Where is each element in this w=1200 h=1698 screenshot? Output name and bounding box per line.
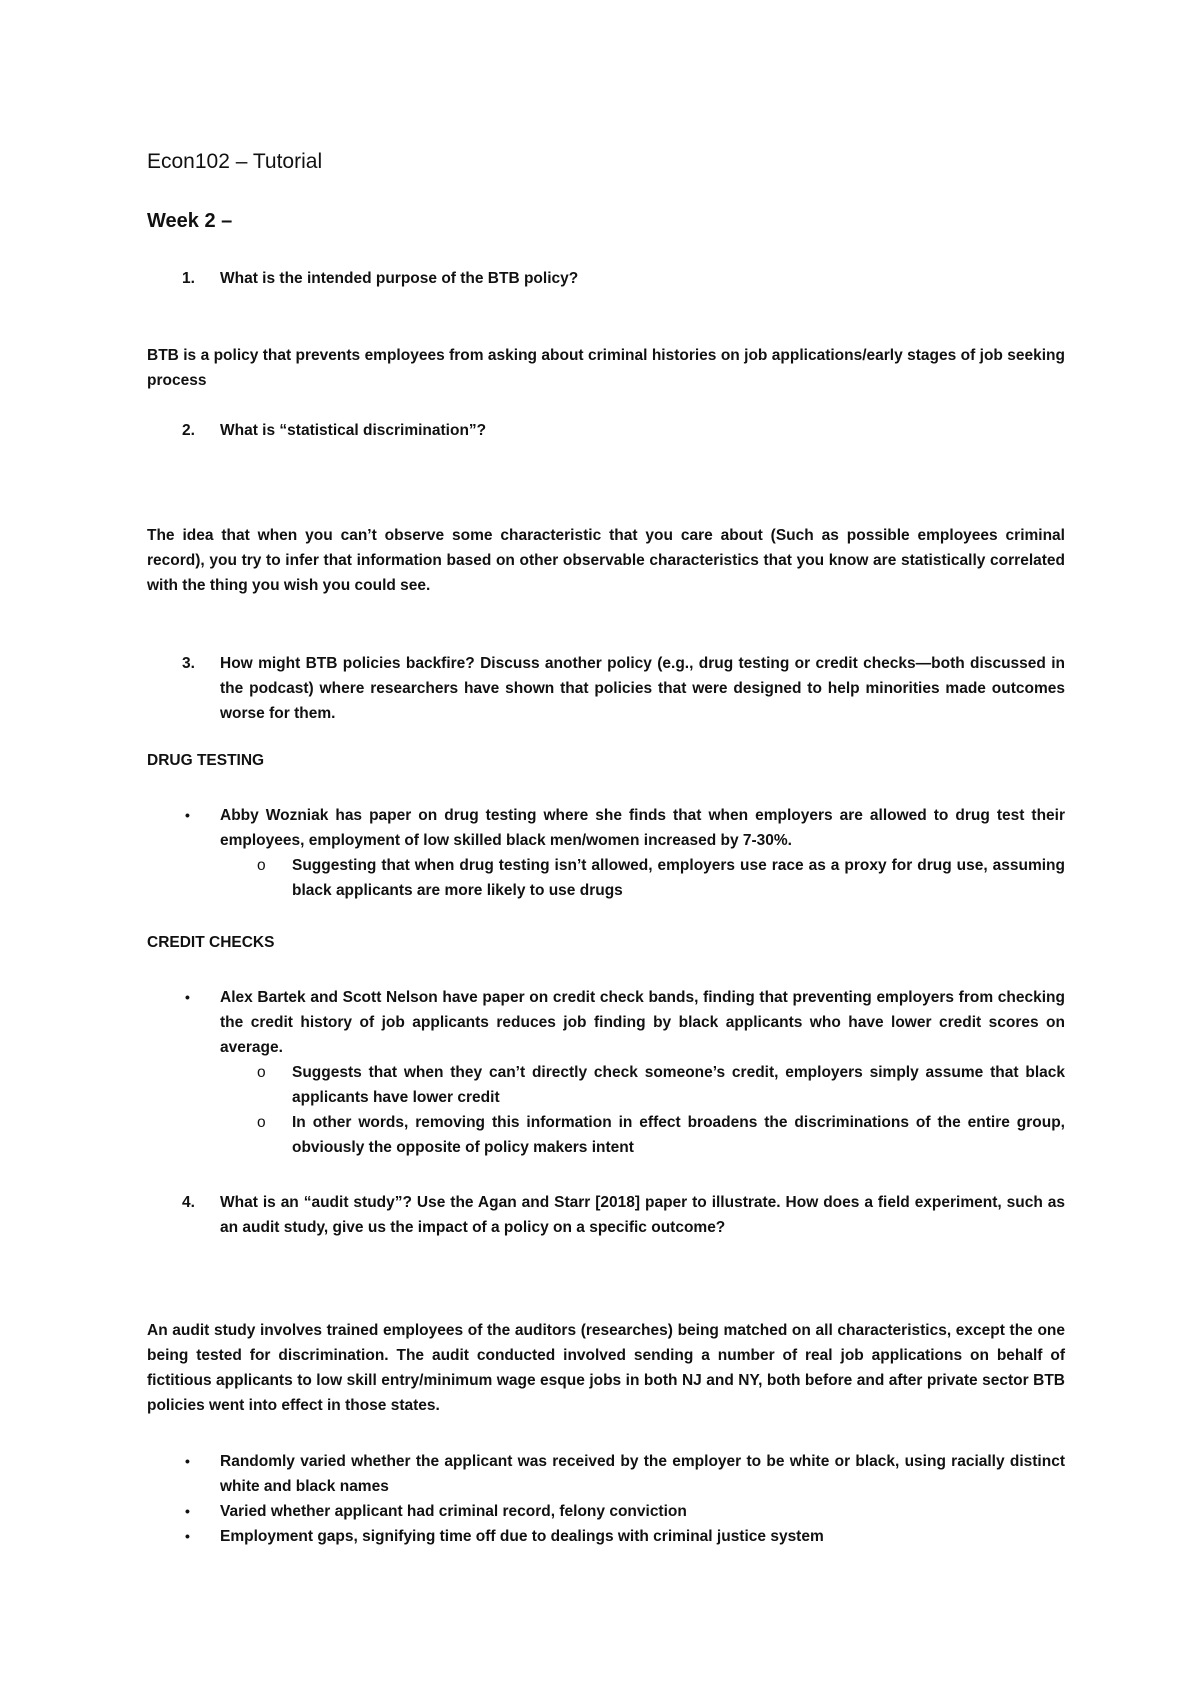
- question-4: [147, 1190, 1065, 1240]
- answer-2: The idea that when you can’t observe some characteristic that you care about (Such as possible employees criminal record), you try to infer that information based on other observable characteristics that you know are statistically correlated with the thing you wish you could see.: [147, 527, 1065, 594]
- sub-bullet-text: Suggests that when they can’t directly check someone’s credit, employers simply assume that black applicants have lower credit: [292, 1064, 1065, 1106]
- question-text: What is an “audit study”? Use the Agan and Starr [2018] paper to illustrate. How does a field experiment, such as an audit study, give us the impact of a policy on a specific outcome?: [220, 1194, 1065, 1236]
- sub-bullet-item: [147, 1110, 1065, 1160]
- bullet-item: [147, 803, 1065, 853]
- question-2: [147, 418, 1065, 443]
- sub-bullet-marker: o: [257, 857, 266, 874]
- question-text: What is “statistical discrimination”?: [220, 422, 487, 439]
- bullet-marker: •: [185, 1528, 190, 1544]
- sub-bullet-text: In other words, removing this information in effect broadens the discriminations of the entire group, obviously the opposite of policy makers intent: [292, 1114, 1065, 1156]
- answer-1: BTB is a policy that prevents employees from asking about criminal histories on job applications/early stages of job seeking process: [147, 347, 1065, 389]
- sub-bullet-text: Suggesting that when drug testing isn’t allowed, employers use race as a proxy for drug use, assuming black applicants are more likely to use drugs: [292, 857, 1065, 899]
- bullet-marker: •: [185, 1453, 190, 1469]
- question-number: 1.: [182, 270, 195, 287]
- bullet-item: [147, 1499, 1065, 1524]
- bullet-text: Employment gaps, signifying time off due to dealings with criminal justice system: [220, 1528, 824, 1545]
- bullet-item: [147, 1524, 1065, 1549]
- bullet-marker: •: [185, 1503, 190, 1519]
- bullet-marker: •: [185, 807, 190, 823]
- question-1: [147, 266, 1065, 291]
- answer-4: An audit study involves trained employees of the auditors (researches) being matched on all characteristics, except the one being tested for discrimination. The audit conducted involved sending a number of real job applications on behalf of fictitious applicants to low skill entry/minimum wage esque jobs in both NJ and NY, both before and after private sector BTB policies went into effect in those states.: [147, 1322, 1065, 1414]
- bullet-text: Varied whether applicant had criminal record, felony conviction: [220, 1503, 687, 1520]
- bullet-marker: •: [185, 989, 190, 1005]
- question-3: [147, 651, 1065, 726]
- question-number: 4.: [182, 1194, 195, 1211]
- sub-bullet-marker: o: [257, 1064, 266, 1081]
- question-text: What is the intended purpose of the BTB policy?: [220, 270, 579, 287]
- bullet-text: Abby Wozniak has paper on drug testing where she finds that when employers are allowed to drug test their employees, employment of low skilled black men/women increased by 7-30%.: [220, 807, 1065, 849]
- bullet-item: [147, 985, 1065, 1060]
- question-text: How might BTB policies backfire? Discuss another policy (e.g., drug testing or credit checks—both discussed in the podcast) where researchers have shown that policies that were designed to help minorities made outcomes worse for them.: [220, 655, 1065, 722]
- sub-bullet-item: [147, 853, 1065, 903]
- document-title: Econ102 – Tutorial: [147, 150, 323, 173]
- credit-checks-heading: CREDIT CHECKS: [147, 934, 275, 951]
- question-number: 2.: [182, 422, 195, 439]
- sub-bullet-item: [147, 1060, 1065, 1110]
- bullet-item: [147, 1449, 1065, 1499]
- week-heading: Week 2 –: [147, 210, 233, 232]
- drug-testing-heading: DRUG TESTING: [147, 752, 265, 769]
- bullet-text: Randomly varied whether the applicant was received by the employer to be white or black, using racially distinct white and black names: [220, 1453, 1065, 1495]
- question-number: 3.: [182, 655, 195, 672]
- bullet-text: Alex Bartek and Scott Nelson have paper on credit check bands, finding that preventing employers from checking the credit history of job applicants reduces job finding by black applicants who have lower credit scores on average.: [220, 989, 1065, 1056]
- sub-bullet-marker: o: [257, 1114, 266, 1131]
